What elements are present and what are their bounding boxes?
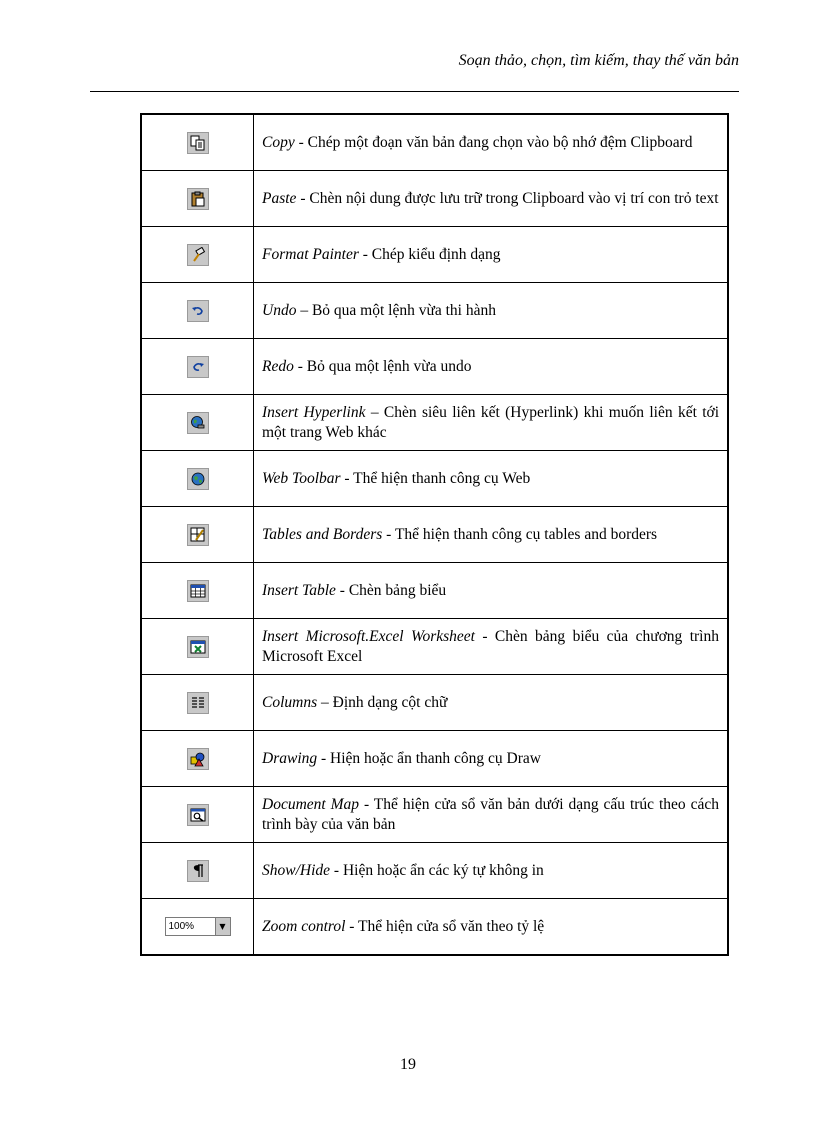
row-separator: - [359, 795, 374, 813]
undo-icon [187, 300, 209, 322]
page-header: Soạn thảo, chọn, tìm kiếm, thay thế văn bản [458, 52, 739, 69]
row-separator: - [294, 133, 308, 151]
row-description: Chèn siêu liên kết (Hyperlink) khi muốn liên kết tới một trang Web khác [262, 403, 720, 441]
table-row [141, 731, 728, 787]
table-row [141, 283, 728, 339]
row-separator: - [340, 469, 354, 487]
table-row [141, 114, 728, 171]
paste-icon [187, 188, 209, 210]
table-row [141, 507, 728, 563]
row-title: Insert Microsoft.Excel Worksheet [262, 627, 475, 645]
row-description: Thể hiện thanh công cụ tables and borders [394, 525, 658, 543]
row-description: Định dạng cột chữ [332, 693, 448, 711]
row-separator: - [296, 189, 310, 207]
table-row [141, 843, 728, 899]
columns-icon [187, 692, 209, 714]
table-row [141, 787, 728, 843]
row-title: Paste [262, 189, 297, 207]
row-description: Thể hiện cửa sổ văn bản dưới dạng cấu trúc theo cách trình bày của văn bản [262, 795, 719, 833]
row-separator: - [474, 627, 495, 645]
row-description: Chèn bảng biểu của chương trình Microsoft Excel [262, 627, 719, 665]
table-row [141, 451, 728, 507]
row-description: Chép kiểu định dạng [371, 245, 501, 263]
row-separator: - [358, 245, 372, 263]
row-separator: - [330, 861, 343, 879]
row-title: Drawing [262, 749, 318, 767]
row-description: Hiện hoặc ẩn thanh công cụ Draw [330, 749, 541, 767]
row-title: Web Toolbar [262, 469, 341, 487]
format-painter-icon [187, 244, 209, 266]
row-title: Copy [262, 133, 295, 151]
page-number: 19 [400, 1056, 416, 1073]
row-description: Chèn nội dung được lưu trữ trong Clipboard vào vị trí con trỏ text [309, 189, 719, 207]
row-title: Undo [262, 301, 297, 319]
chevron-down-icon: ▼ [215, 918, 230, 935]
row-separator: - [382, 525, 395, 543]
table-row [141, 227, 728, 283]
insert-excel-icon [187, 636, 209, 658]
row-title: Zoom control [262, 917, 346, 935]
web-toolbar-icon [187, 468, 209, 490]
table-row [141, 171, 728, 227]
table-row [141, 339, 728, 395]
row-separator: – [317, 693, 333, 711]
table-row [141, 675, 728, 731]
row-separator: - [345, 917, 359, 935]
row-separator: - [317, 749, 331, 767]
row-separator: - [293, 357, 307, 375]
insert-hyperlink-icon [187, 412, 209, 434]
table-row [141, 563, 728, 619]
row-description: Hiện hoặc ẩn các ký tự không in [342, 861, 544, 879]
zoom-value: 100% [168, 921, 195, 933]
drawing-icon [187, 748, 209, 770]
row-title: Format Painter [262, 245, 359, 263]
insert-table-icon [187, 580, 209, 602]
row-separator: – [296, 301, 312, 319]
row-description: Bỏ qua một lệnh vừa thi hành [311, 301, 496, 319]
show-hide-icon [187, 860, 209, 882]
row-title: Redo [262, 357, 294, 375]
row-description: Bỏ qua một lệnh vừa undo [306, 357, 472, 375]
redo-icon [187, 356, 209, 378]
row-description: Chép một đoạn văn bản đang chọn vào bộ nhớ đệm Clipboard [307, 133, 693, 151]
row-title: Show/Hide [262, 861, 331, 879]
row-title: Tables and Borders [262, 525, 383, 543]
document-map-icon [187, 804, 209, 826]
zoom-control-icon [165, 917, 231, 936]
row-description: Thể hiện cửa sổ văn theo tỷ lệ [358, 917, 545, 935]
copy-icon [187, 132, 209, 154]
table-row [141, 899, 728, 956]
table-row [141, 619, 728, 675]
row-title: Document Map [262, 795, 360, 813]
row-separator: - [335, 581, 349, 599]
row-separator: – [365, 403, 384, 421]
tables-borders-icon [187, 524, 209, 546]
table-row [141, 395, 728, 451]
row-description: Thể hiện thanh công cụ Web [353, 469, 531, 487]
row-title: Columns [262, 693, 318, 711]
row-description: Chèn bảng biểu [348, 581, 447, 599]
row-title: Insert Hyperlink [262, 403, 366, 421]
toolbar-reference-table [140, 113, 729, 956]
header-divider [90, 91, 739, 92]
row-title: Insert Table [262, 581, 336, 599]
